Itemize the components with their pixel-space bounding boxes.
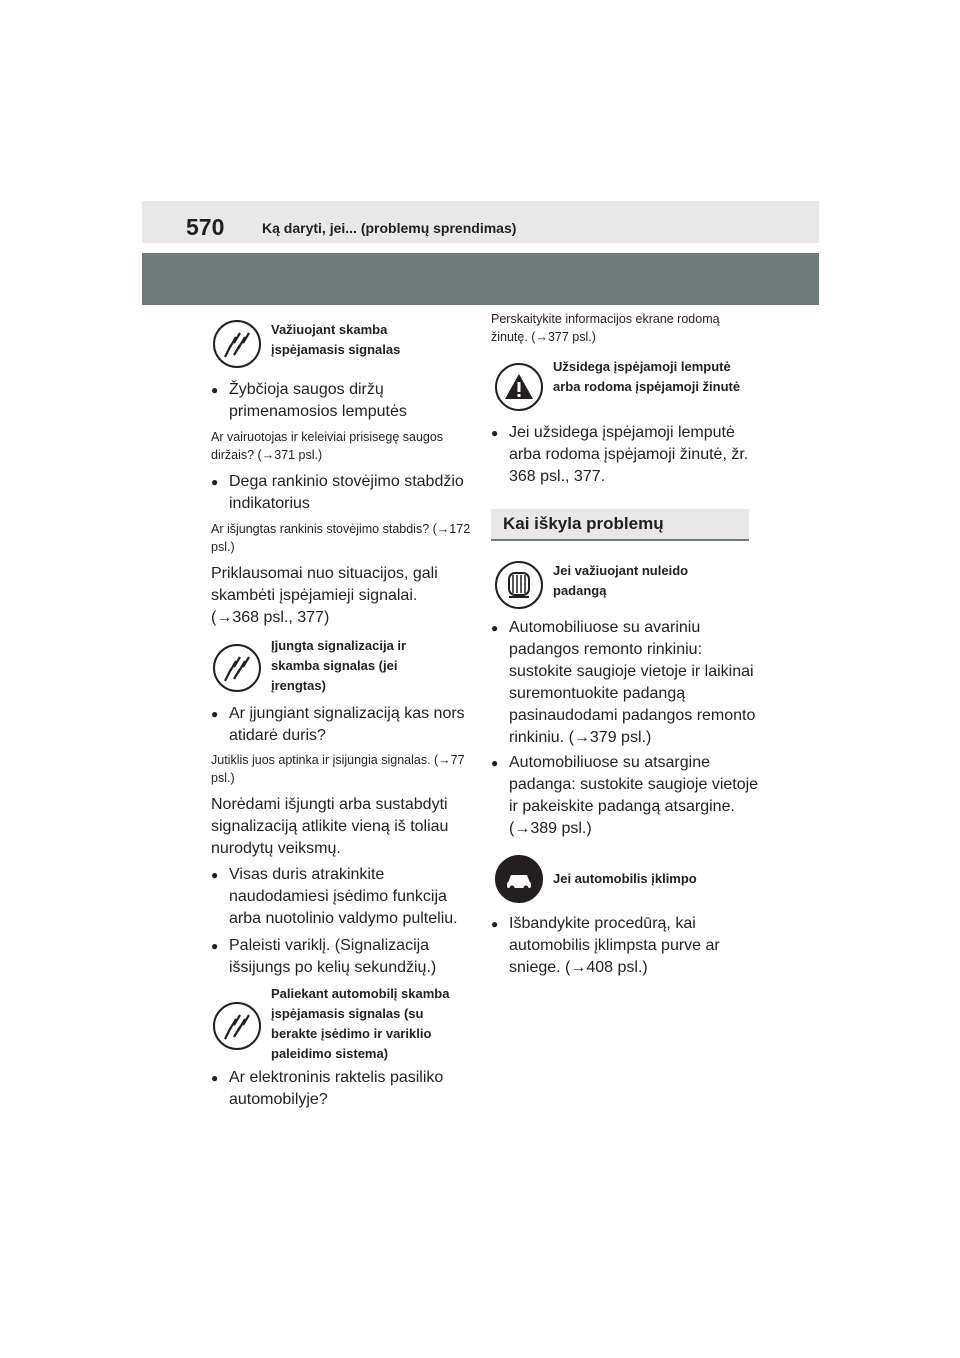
alarm-activated-heading xyxy=(213,636,446,696)
page-number: 570 xyxy=(186,214,225,240)
icon-label: Įjungta signalizacija ir skamba signalas (jei įrengtas) xyxy=(271,638,407,693)
lightning-icon xyxy=(213,320,261,368)
section-band xyxy=(142,253,819,305)
page-title: Ką daryti, jei... (problemų sprendimas) xyxy=(262,220,517,236)
section-heading xyxy=(491,509,749,541)
stuck-car-icon xyxy=(495,855,543,903)
warning-triangle-icon xyxy=(495,363,543,411)
list-item: ● Automobiliuose su avariniu padangos remonto rinkiniu: sustokite saugioje vietoje ir laikinai suremontuokite padangą pasinaudodami padangos remonto rinkiniu. (→379 psl.) xyxy=(491,617,764,749)
icon-label: Jei automobilis įklimpo xyxy=(553,871,697,886)
hint-text: Perskaitykite informacijos ekrane rodomą žinutę. (→377 psl.) xyxy=(491,312,720,344)
paragraph: Priklausomai nuo situacijos, gali skambėti įspėjamieji signalai. (→368 psl., 377) xyxy=(211,565,438,626)
hint-text: Ar vairuotojas ir keleiviai prisisegę saugos diržais? (→371 psl.) xyxy=(211,430,444,462)
lightning-icon xyxy=(213,644,261,692)
hint-text: Jutiklis juos aptinka ir įsijungia signalas. (→77 psl.) xyxy=(211,753,465,785)
icon-label: Jei važiuojant nuleido padangą xyxy=(553,563,689,598)
list-item: ● Išbandykite procedūrą, kai automobilis įklimpsta purve ar sniege. (→408 psl.) xyxy=(491,913,759,979)
list-item: ● Žybčioja saugos diržų primenamosios lemputės xyxy=(211,379,479,423)
list-item: ● Ar įjungiant signalizaciją kas nors atidarė duris? xyxy=(211,703,479,747)
list-item: ● Visas duris atrakinkite naudodamiesi įsėdimo funkcija arba nuotolinio valdymo pulteliu. xyxy=(211,864,479,930)
warning-light-heading xyxy=(495,357,748,411)
list-item: ● Automobiliuose su atsargine padanga: sustokite saugioje vietoje ir pakeiskite padangą atsargine. (→389 psl.) xyxy=(491,752,759,840)
paragraph: Norėdami išjungti arba sustabdyti signalizaciją atlikite vieną iš toliau nurodytų veiksmų. xyxy=(211,796,449,857)
list-item: ● Ar elektroninis raktelis pasiliko automobilyje? xyxy=(211,1067,479,1111)
icon-label: Paliekant automobilį skamba įspėjamasis signalas (su berakte įsėdimo ir variklio paleidimo sistema) xyxy=(271,986,450,1061)
list-item: ● Paleisti variklį. (Signalizacija išsijungs po kelių sekundžių.) xyxy=(211,935,479,979)
car-stuck-heading xyxy=(495,855,733,903)
icon-label: Važiuojant skamba įspėjamasis signalas xyxy=(271,322,401,357)
list-item: ● Dega rankinio stovėjimo stabdžio indikatorius xyxy=(211,471,484,515)
icon-label: Užsidega įspėjamoji lemputė arba rodoma įspėjamoji žinutė xyxy=(553,359,741,394)
list-item: ● Jei užsidega įspėjamoji lemputė arba rodoma įspėjamoji žinutė, žr. 368 psl., 377. xyxy=(491,422,759,488)
leaving-car-alarm-heading xyxy=(213,984,471,1064)
tire-icon xyxy=(495,561,543,609)
alarm-while-driving-heading xyxy=(213,320,451,368)
section-title: Kai iškyla problemų xyxy=(503,514,664,533)
flat-tire-heading xyxy=(495,561,713,609)
hint-text: Ar išjungtas rankinis stovėjimo stabdis? (→172 psl.) xyxy=(211,522,471,554)
lightning-icon xyxy=(213,1002,261,1050)
